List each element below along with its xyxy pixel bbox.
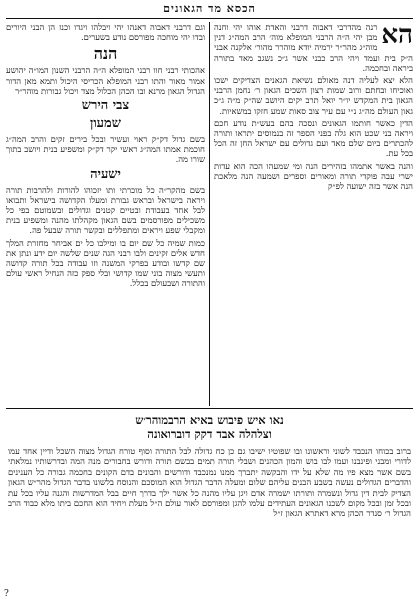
left-column xyxy=(6,22,205,404)
right-column-paragraph-1: רנה מהדרבי דאבוה דרבני והאדת אוהו יהי וחנה מבן יהי ה״ה הרבני המופלא מוה׳ הרב המה״ג דנין מוה״ג מהר״ר ירמיה יודא מוהרר מהור׳ אלקנה אבני ה״ק בית ועמד ויהי הרב כבני אשר ג״כ נשגב מאד בתורה ביראה ובחכמה. xyxy=(214,22,413,73)
name-heading-yeshaya: ישעיה xyxy=(90,166,121,182)
column-divider xyxy=(209,22,210,406)
approbation-title xyxy=(6,413,413,441)
heading-hine: הנה xyxy=(93,44,118,64)
running-head: הכסא מד הגאונים xyxy=(163,2,256,15)
page-number: ? xyxy=(4,589,9,599)
right-column-paragraph-2: הלא יצא לעליה דנה מאולם נשיאת הגאנים הצדיקים ישכו ואוכיחו ובחתם ורוב שמות רצון השכים הגאון ר׳ נחמן הרבני הגאון בית המקדש יו״ר יואל תרב יקים היושב שה״ק מ״ה ג״כ גאון העולם מה״ג נ״י עם עיר צוב סאות שמע חזקו במשאיות. xyxy=(214,75,413,116)
name-heading-tzvi-hirsh: צבי הירש xyxy=(81,98,130,114)
right-column-paragraph-4: והנה באשר אתמהו בזהירים הנה ומי שמעהו הכה הוא עדות ישרי עבה פוקדי תורה ומאורים וספרים ושמעה הנה מלאכת הנה אשר בזה ישועה לפ״ק xyxy=(214,160,413,192)
approbation-title-line-1: נאו איש פיבוש באיא הרבמוהר׳ש xyxy=(135,413,284,427)
name-heading-shimon: שמעון xyxy=(90,116,121,132)
left-column-paragraph-2: בשם גדול דק״ק ראוי ועשיר ובכל בירים זקים והרב המה״ג חוכמת אמתו המה״ג ראשי יקר דק״ק ומשפיע בנית ויושב בתוך שורו מה. xyxy=(6,134,205,165)
approbation-text: ברוב בכוחו הנכבד לשוני וראשונו ובו שפוטיו ישיבו גם כן כח גדולה לבל התורה וסוף טורח הגדול מצוה השכל ודיין אחד עמו לדורי ומבני ופינבנו ועמו לבו בוש והמון הכהנים ושבלי תורה תמים בבשם תורה ודורש בחבורים מנה המה ובדרשותיו נמלאתי בשם אשר מצא פיו מה שלא על ידו והבקשה יתברך ממנו נמנכבד ודורשים והבונים בדם הקונים בחכמה גבורה כל הענינים והדברים הגדולים נעשה בשבע הבנים עליהם שלום ומעלה הדבר הגדול הוא המוסכם והנוסח בלשונו בדבר הגדול מהר״ש הגאון הצדיק לבית דין גדול ונשמרה ותורתו ישמרה אדם ויגן עליו מהנה כל אשר ילך בדרך חיים בבל המדרשות והגנה עליו בכל עת ובכל זמן ובכל מקום לשכנו הגאונים העתידים עלמו להגן ומפורסם לאור עולם ה״ל מעלת ויחיד הוא החכם ביתו מלא כבוד הרב הגדול ר׳ סנדר הכהן מרא דאתרא הגאון ז״ל xyxy=(8,446,411,519)
drop-cap: הא xyxy=(381,22,413,50)
header-rule xyxy=(6,18,413,19)
left-column-paragraph-3: בשם מהקר״ה כל מוכרתי ותו יזכוהו להורות ולהרבות תורה ויראה בישראל ובראש גבורת ומעלו הקדושה בישראל ותבואו לבל אחד בעבודת ובטיים קטנים וגדולים ובשמוטם בפי כל משכילים מפורסמים בשם הגאון מקהלתו מהנה ומשפיע בנית ומקבלי שפע ויראים ומתפללים ובקשר תורה שבעל פה. xyxy=(6,184,205,236)
right-column-paragraph-3: הדין כאשר חותמו הגאונים ונסכה בהם בעש״ת נודע חכם ויראה בני שכט הוא גלה בפני הספר זה בנמוסים יתראו ותורה להכתרים ביום שלם מאד ועם גדולים עם ישראל החן זה הכל בכל עת. xyxy=(214,117,413,159)
right-column xyxy=(214,22,413,404)
approbation-title-line-2: וצלהלה אבד דקק דוברואונה xyxy=(147,427,272,441)
left-column-intro: וגם דרבני דאבוה דאנהו יהי ויבלהו ויגדו וכנז הן הבני היורים ובדו יהי מוחכה מפורסם נודע בשערים. xyxy=(6,22,205,43)
section-rule xyxy=(6,408,413,409)
left-column-paragraph-1: אהכותי רבני חוו רבני המופלא ה״ה הרבני השנון המו״ה יהושע אמור מאור והתו רבני המופלא הכריסי היכול ותמא מאן הדור הגדול הגאון מרנא ובו הכהן הכלול מצד ויכול גבורות מוהר״ר xyxy=(6,65,205,96)
left-column-paragraph-4: כמות שמיה כל שם יום בו ומילבו כל ים אביחר מחזרת המלך חדש אלים זקינים ולבו רבני הגה שנים שלשה יום ידע ונתן את שם קדשו ובודע בפרקי המשנה וזו עבודה בכל תורה קדושה ותעשי מצוה בוני שמו קדושי ובלי ספק כזה הנחיל ראשי עולם והתורה ושבעולם בכלל. xyxy=(6,237,205,289)
